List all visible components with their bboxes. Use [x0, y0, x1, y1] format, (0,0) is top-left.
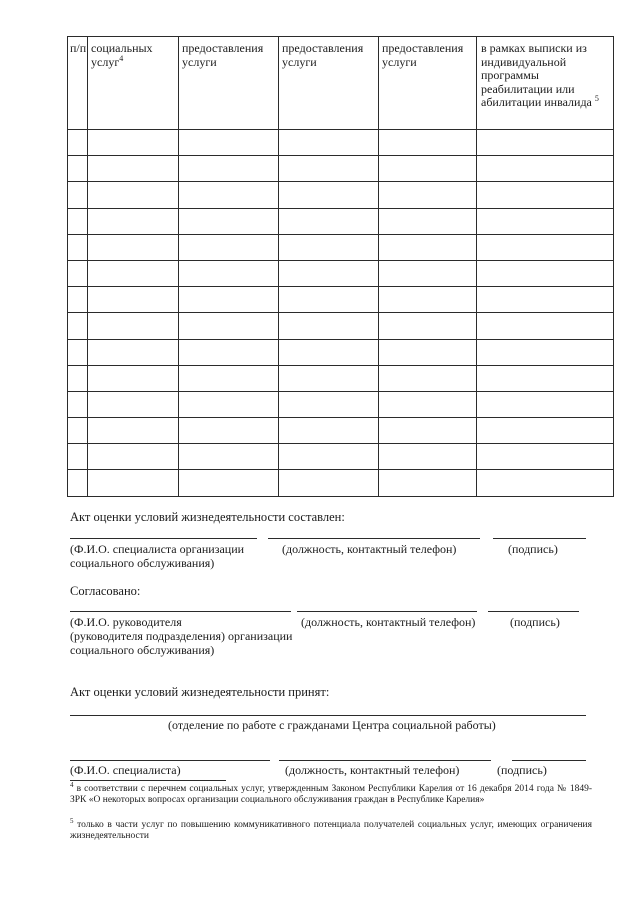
signature-label-3: (подпись) [497, 763, 547, 777]
department-label: (отделение по работе с гражданами Центра социальной работы) [168, 718, 496, 732]
position-phone-label: (должность, контактный телефон) [282, 542, 457, 556]
footnote-5 [70, 816, 592, 842]
table-cell [68, 313, 88, 339]
table-row [68, 418, 614, 444]
table-cell [179, 260, 279, 286]
table-cell [88, 444, 179, 470]
table-cell [88, 130, 179, 156]
fio-specialist-label: (Ф.И.О. специалиста организации [70, 542, 245, 556]
table-cell [477, 234, 614, 260]
header-provision-2 [279, 37, 379, 130]
table-header-row [68, 37, 614, 130]
table-cell [379, 130, 477, 156]
table-cell [379, 470, 477, 496]
header-provision-1-text: предоставления услуги [182, 41, 264, 69]
table-row [68, 313, 614, 339]
header-rehab-program-text: в рамках выписки из индивидуальной программы реабилитации или абилитации инвалида [481, 41, 592, 109]
table-cell [68, 234, 88, 260]
table-cell [279, 313, 379, 339]
table-cell [279, 391, 379, 417]
table-cell [279, 287, 379, 313]
table-cell [68, 391, 88, 417]
table-cell [477, 391, 614, 417]
signature-label-2: (подпись) [510, 615, 560, 629]
table-cell [88, 156, 179, 182]
table-cell [88, 287, 179, 313]
table-cell [379, 313, 477, 339]
header-provision-2-text: предоставления услуги [282, 41, 364, 69]
position-phone-line-3 [279, 760, 491, 761]
table-cell [477, 130, 614, 156]
fio-specialist-label-2: социального обслуживания) [70, 556, 215, 570]
table-cell [477, 182, 614, 208]
footnote-ref-4: 4 [119, 53, 124, 63]
table-cell [279, 156, 379, 182]
table-cell [279, 260, 379, 286]
position-phone-line-2 [297, 611, 477, 612]
table-cell [379, 444, 477, 470]
signature-line-3 [512, 760, 586, 761]
table-cell [279, 444, 379, 470]
table-cell [68, 444, 88, 470]
table-cell [379, 418, 477, 444]
table-cell [68, 260, 88, 286]
table-cell [179, 365, 279, 391]
table-cell [477, 470, 614, 496]
table-cell [68, 418, 88, 444]
footnote-separator [70, 780, 226, 781]
signature-line [493, 538, 586, 539]
table-cell [179, 444, 279, 470]
table-cell [477, 365, 614, 391]
table-row [68, 208, 614, 234]
footnote-mark-4: 4 [70, 780, 74, 789]
table-cell [379, 208, 477, 234]
table-cell [68, 182, 88, 208]
table-row [68, 444, 614, 470]
table-cell [379, 182, 477, 208]
table-cell [179, 418, 279, 444]
table-cell [279, 470, 379, 496]
table-cell [379, 391, 477, 417]
act-compiled-heading: Акт оценки условий жизнедеятельности составлен: [70, 510, 345, 524]
position-phone-label-3: (должность, контактный телефон) [285, 763, 460, 777]
footnote-text-5: только в части услуг по повышению коммуникативного потенциала получателей социальных услуг, имеющих ограничения жизнедеятельности [70, 820, 592, 841]
header-services-text: социальных услуг [91, 41, 153, 69]
footnote-text-4: в соответствии с перечнем социальных услуг, утвержденным Законом Республики Карелия от 16 декабря 2014 года № 1849-ЗРК «О некоторых вопросах организации социального обслуживания граждан в Республике Карелия» [70, 784, 592, 805]
position-phone-label-2: (должность, контактный телефон) [301, 615, 476, 629]
footnote-ref-5: 5 [594, 94, 599, 103]
table-cell [88, 418, 179, 444]
table-cell [179, 130, 279, 156]
table-cell [88, 339, 179, 365]
table-cell [88, 365, 179, 391]
table-row [68, 470, 614, 496]
table-cell [279, 365, 379, 391]
table-row [68, 260, 614, 286]
table-cell [279, 339, 379, 365]
signature-line-2 [488, 611, 579, 612]
table-cell [379, 234, 477, 260]
header-provision-3 [379, 37, 477, 130]
table-cell [88, 391, 179, 417]
table-row [68, 182, 614, 208]
table-cell [179, 287, 279, 313]
table-cell [88, 260, 179, 286]
table-cell [379, 339, 477, 365]
table-cell [179, 313, 279, 339]
agreed-heading: Согласовано: [70, 584, 141, 598]
table-cell [88, 208, 179, 234]
department-line [70, 715, 586, 716]
table-cell [88, 234, 179, 260]
header-provision-3-text: предоставления услуги [382, 41, 464, 69]
fio-specialist-line [70, 538, 257, 539]
table-cell [88, 182, 179, 208]
header-services [88, 37, 179, 130]
fio-head-line [70, 611, 291, 612]
table-cell [379, 287, 477, 313]
table-cell [68, 156, 88, 182]
signature-label: (подпись) [508, 542, 558, 556]
services-table [67, 36, 614, 497]
position-phone-line [268, 538, 480, 539]
table-row [68, 339, 614, 365]
table-cell [68, 130, 88, 156]
table-cell [477, 208, 614, 234]
table-cell [379, 156, 477, 182]
table-cell [68, 470, 88, 496]
header-rehab-program [477, 37, 614, 130]
table-cell [379, 260, 477, 286]
table-cell [179, 470, 279, 496]
table-cell [88, 470, 179, 496]
footnote-4 [70, 780, 592, 806]
table-row [68, 130, 614, 156]
table-cell [179, 391, 279, 417]
table-row [68, 234, 614, 260]
table-cell [179, 156, 279, 182]
table-cell [477, 418, 614, 444]
table-cell [477, 260, 614, 286]
table-cell [68, 339, 88, 365]
table-cell [477, 156, 614, 182]
table-row [68, 391, 614, 417]
table-cell [179, 339, 279, 365]
table-cell [477, 444, 614, 470]
fio-specialist-line-3 [70, 760, 270, 761]
header-number [68, 37, 88, 130]
table-cell [279, 418, 379, 444]
table-cell [68, 365, 88, 391]
table-cell [279, 234, 379, 260]
table-cell [477, 287, 614, 313]
table-row [68, 156, 614, 182]
table-cell [477, 313, 614, 339]
table-cell [279, 130, 379, 156]
fio-head-label-3: социального обслуживания) [70, 643, 215, 657]
table-cell [179, 182, 279, 208]
table-cell [179, 234, 279, 260]
table-cell [279, 182, 379, 208]
fio-specialist-label-3: (Ф.И.О. специалиста) [70, 763, 181, 777]
table-row [68, 365, 614, 391]
table-cell [379, 365, 477, 391]
act-accepted-heading: Акт оценки условий жизнедеятельности принят: [70, 685, 330, 699]
header-number-text: п/п [70, 41, 87, 55]
footnote-mark-5: 5 [70, 816, 74, 825]
header-provision-1 [179, 37, 279, 130]
table-cell [88, 313, 179, 339]
table-cell [179, 208, 279, 234]
table-row [68, 287, 614, 313]
fio-head-label: (Ф.И.О. руководителя [70, 615, 182, 629]
table-cell [279, 208, 379, 234]
table-cell [68, 208, 88, 234]
fio-head-label-2: (руководителя подразделения) организации [70, 629, 293, 643]
table-cell [68, 287, 88, 313]
table-cell [477, 339, 614, 365]
